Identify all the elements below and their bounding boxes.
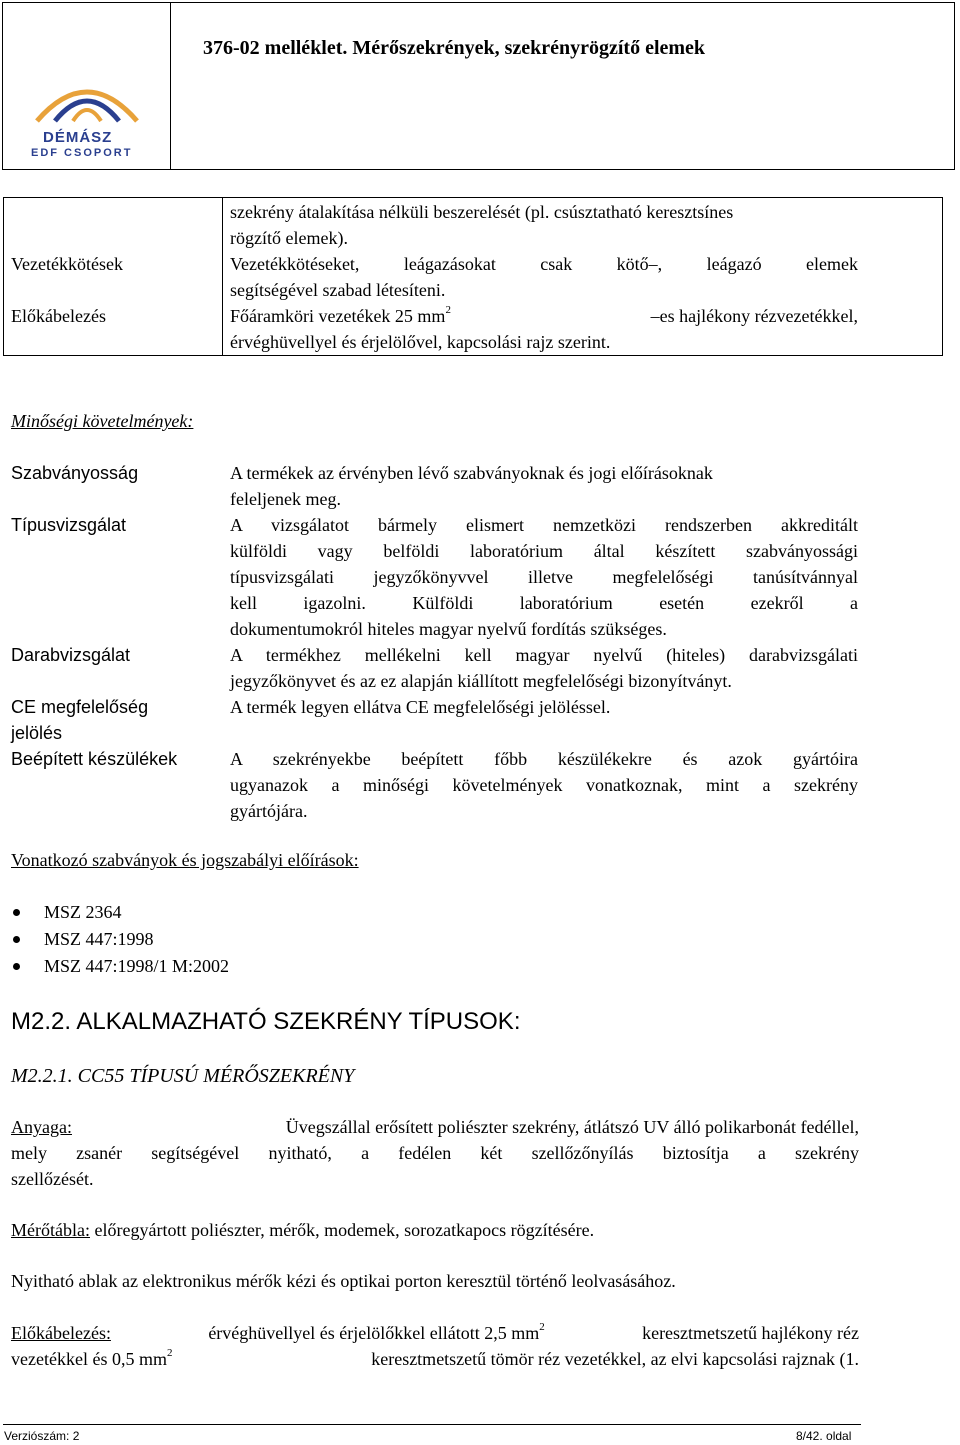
standard-item: MSZ 2364 — [44, 902, 122, 922]
label-jeloles: jelölés — [11, 723, 63, 743]
logo-subtitle: EDF CSOPORT — [31, 147, 133, 159]
tipusvizsgalat-line-5: dokumentumokról hiteles magyar nyelvű fordítás szükséges. — [230, 619, 667, 639]
document-title: 376-02 melléklet. Mérőszekrények, szekrényrögzítő elemek — [203, 37, 706, 59]
subsection-heading: M2.2.1. CC55 TÍPUSÚ MÉRŐSZEKRÉNY — [11, 1065, 355, 1087]
szabvanyossag-line-1: A termékek az érvényben lévő szabványoknak és jogi előírásoknak — [230, 463, 713, 483]
anyaga-line-3: szellőzését. — [11, 1169, 94, 1189]
table-row-1-line-1: szekrény átalakítása nélküli beszerelését (pl. csúsztatható keresztsínes — [230, 202, 734, 222]
label-darabvizsgalat: Darabvizsgálat — [11, 645, 131, 665]
logo-cell — [3, 3, 171, 169]
tipusvizsgalat-line-1: A vizsgálatot bármely elismert nemzetközi rendszerben akkreditált — [230, 515, 858, 535]
elokabelezes-line-1: Előkábelezés: érvéghüvellyel és érjelölőkkel ellátott 2,5 $mm^2$ keresztmetszetű hajlékony réz — [11, 1321, 859, 1343]
table-row-3-line-1: Főáramköri vezetékek 25 $mm^2$ –es hajlékony rézvezetékkel, — [230, 304, 858, 326]
quality-heading: Minőségi követelmények: — [11, 411, 194, 431]
beepitett-line-2: ugyanazok a minőségi követelmények vonatkoznak, mint a szekrény — [230, 775, 858, 795]
table-row-3-label: Előkábelezés — [11, 306, 106, 326]
beepitett-line-1: A szekrényekbe beépített főbb készülékekre és azok gyártóira — [230, 749, 858, 769]
beepitett-line-3: gyártójára. — [230, 801, 308, 821]
standard-item: MSZ 447:1998/1 M:2002 — [44, 956, 230, 976]
merotabla-paragraph: Mérőtábla: előregyártott poliészter, mérők, modemek, sorozatkapocs rögzítésére. — [11, 1220, 595, 1240]
szabvanyossag-line-2: feleljenek meg. — [230, 489, 341, 509]
ce-line-1: A termék legyen ellátva CE megfelelőségi jelöléssel. — [230, 697, 611, 717]
standards-heading: Vonatkozó szabványok és jogszabályi előírások: — [11, 850, 359, 870]
bullet-icon — [13, 909, 20, 916]
elokabelezes-line-2: vezetékkel és 0,5 $mm^2$ keresztmetszetű tömör réz vezetékkel, az elvi kapcsolási rajznak (1. — [11, 1347, 859, 1369]
page-header — [2, 2, 955, 170]
label-szabvanyossag: Szabványosság — [11, 463, 139, 483]
tipusvizsgalat-line-4: kell igazolni. Külföldi laboratórium esetén ezekről a — [230, 593, 858, 613]
table-row-2-label: Vezetékkötések — [11, 254, 123, 274]
section-heading: M2.2. ALKALMAZHATÓ SZEKRÉNY TÍPUSOK: — [11, 1008, 521, 1035]
ablak-paragraph: Nyitható ablak az elektronikus mérők kézi és optikai porton keresztül történő leolvasásához. — [11, 1271, 676, 1291]
table-row-1-line-2: rögzítő elemek). — [230, 228, 348, 248]
footer-divider — [3, 1424, 861, 1425]
bullet-icon — [13, 936, 20, 943]
label-tipusvizsgalat: Típusvizsgálat — [11, 515, 127, 535]
label-ce-megfeleloseg: CE megfelelőség — [11, 697, 149, 717]
label-beepitett-keszulekek: Beépített készülékek — [11, 749, 178, 769]
table-row-2-line-1: Vezetékkötéseket, leágazásokat csak kötő–, leágazó elemek — [230, 254, 858, 274]
table-row-3-line-2: érvéghüvellyel és érjelölővel, kapcsolási rajz szerint. — [230, 332, 611, 352]
table-divider — [222, 198, 223, 355]
logo-name: DÉMÁSZ — [43, 129, 113, 146]
demasz-logo-icon — [17, 63, 157, 127]
darabvizsgalat-line-1: A termékhez mellékelni kell magyar nyelvű (hiteles) darabvizsgálati — [230, 645, 858, 665]
darabvizsgalat-line-2: jegyzőkönyvet és az ez alapján kiállított megfelelőségi bizonyítványt. — [230, 671, 732, 691]
standard-item: MSZ 447:1998 — [44, 929, 154, 949]
anyaga-line-2: mely zsanér segítségével nyitható, a fedélen két szellőzőnyílás biztosítja a szekrény — [11, 1143, 859, 1163]
tipusvizsgalat-line-3: típusvizsgálati jegyzőkönyvvel illetve megfelelőségi tanúsítvánnyal — [230, 567, 858, 587]
tipusvizsgalat-line-2: külföldi vagy belföldi laboratórium által készített szabványossági — [230, 541, 858, 561]
anyaga-line-1: Anyaga: Üvegszállal erősített poliészter szekrény, átlátszó UV álló polikarbonát fedéllel, — [11, 1117, 859, 1137]
bullet-icon — [13, 963, 20, 970]
footer-page-number: 8/42. oldal — [796, 1429, 852, 1443]
footer-version: Verziószám: 2 — [4, 1429, 80, 1443]
table-row-2-line-2: segítségével szabad létesíteni. — [230, 280, 446, 300]
